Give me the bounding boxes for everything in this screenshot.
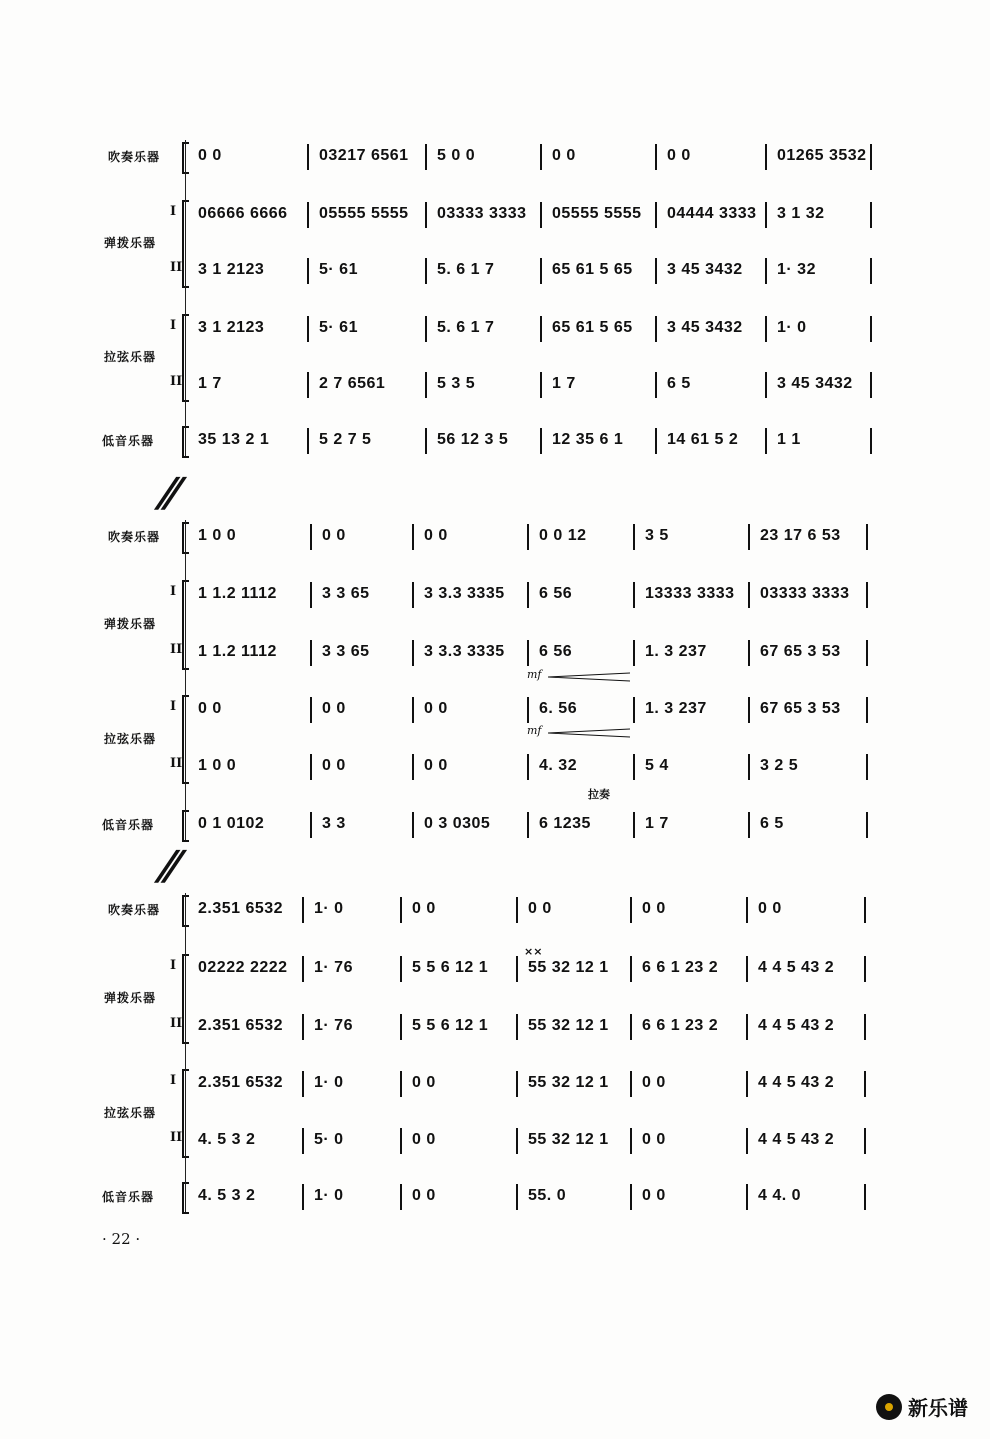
staff-row-plucked <box>0 202 990 226</box>
measure: 56 12 3 5 <box>437 431 509 448</box>
dynamic-mf: mf <box>527 724 542 737</box>
measure: 1 0 0 <box>198 757 237 774</box>
instrument-label-bass: 低音乐器 <box>102 434 155 448</box>
measure: 3 3 65 <box>322 585 370 602</box>
measure: 65 61 5 65 <box>552 261 633 278</box>
measure: 1· 0 <box>777 319 807 336</box>
part-number-two: II <box>170 1130 183 1145</box>
instrument-label-wind: 吹奏乐器 <box>108 903 161 917</box>
barline <box>516 897 518 923</box>
measure: 3 45 3432 <box>777 375 853 392</box>
measure: 3 3 <box>322 815 346 832</box>
measure: 5. 6 1 7 <box>437 319 495 336</box>
barline <box>527 582 529 608</box>
measure: 0 0 12 <box>539 527 587 544</box>
barline <box>400 897 402 923</box>
barline <box>630 1014 632 1040</box>
barline <box>746 956 748 982</box>
measure: 1· 0 <box>314 1187 344 1204</box>
measure: 1 1.2 1112 <box>198 585 277 602</box>
measure: 06666 6666 <box>198 205 288 222</box>
barline <box>412 524 414 550</box>
measure: 55 32 12 1 <box>528 1074 609 1091</box>
barline <box>302 897 304 923</box>
measure: 3 3 65 <box>322 643 370 660</box>
barline <box>302 1014 304 1040</box>
measure: 3 2 5 <box>760 757 799 774</box>
system-connector <box>185 140 186 456</box>
barline <box>310 697 312 723</box>
instrument-label-wind: 吹奏乐器 <box>108 530 161 544</box>
barline <box>527 640 529 666</box>
barline <box>633 582 635 608</box>
instrument-label-bass: 低音乐器 <box>102 1190 155 1204</box>
barline <box>870 258 872 284</box>
barline <box>655 372 657 398</box>
measure: 0 0 <box>198 147 222 164</box>
barline <box>765 316 767 342</box>
barline <box>540 202 542 228</box>
measure: 55 32 12 1 <box>528 1131 609 1148</box>
measure: 1 7 <box>552 375 576 392</box>
barline <box>746 1014 748 1040</box>
logo-text: 新乐谱 <box>908 1396 968 1420</box>
measure: 1. 3 237 <box>645 643 707 660</box>
measure: 0 0 <box>412 900 436 917</box>
instrument-label-plucked: 弹拨乐器 <box>104 617 157 631</box>
system-connector <box>185 520 186 840</box>
measure: 6. 56 <box>539 700 578 717</box>
measure: 6 1235 <box>539 815 591 832</box>
part-number-one: I <box>170 584 177 599</box>
barline <box>746 1071 748 1097</box>
measure: 5 0 0 <box>437 147 476 164</box>
measure: 4 4 5 43 2 <box>758 1131 835 1148</box>
measure: 2.351 6532 <box>198 1017 284 1034</box>
measure: 1· 32 <box>777 261 816 278</box>
measure: 5 2 7 5 <box>319 431 372 448</box>
barline <box>400 1071 402 1097</box>
accent-marks: ×× <box>524 945 543 958</box>
measure: 4. 5 3 2 <box>198 1187 256 1204</box>
barline <box>630 897 632 923</box>
measure: 04444 3333 <box>667 205 757 222</box>
measure: 1 0 0 <box>198 527 237 544</box>
barline <box>765 372 767 398</box>
measure: 0 0 <box>667 147 691 164</box>
barline <box>655 316 657 342</box>
measure: 0 0 <box>424 527 448 544</box>
barline <box>307 428 309 454</box>
measure: 3 1 2123 <box>198 319 265 336</box>
measure: 0 0 <box>322 527 346 544</box>
measure: 4 4. 0 <box>758 1187 802 1204</box>
measure: 03333 3333 <box>760 585 850 602</box>
barline <box>633 754 635 780</box>
barline <box>425 258 427 284</box>
barline <box>746 1184 748 1210</box>
barline <box>630 1071 632 1097</box>
barline <box>540 316 542 342</box>
measure: 3 45 3432 <box>667 261 743 278</box>
staff-row-wind <box>0 897 990 921</box>
staff-row-wind <box>0 524 990 548</box>
measure: 65 61 5 65 <box>552 319 633 336</box>
hairpin-decrescendo <box>548 672 632 682</box>
disc-icon <box>876 1394 902 1420</box>
measure: 0 0 <box>528 900 552 917</box>
barline <box>630 1184 632 1210</box>
part-number-one: I <box>170 1073 177 1088</box>
measure: 0 0 <box>424 700 448 717</box>
barline <box>302 1128 304 1154</box>
measure: 0 0 <box>642 1187 666 1204</box>
barline <box>302 1071 304 1097</box>
system-divider: // <box>151 470 182 516</box>
measure: 0 0 <box>412 1131 436 1148</box>
staff-row-plucked <box>0 258 990 282</box>
measure: 3 3.3 3335 <box>424 643 505 660</box>
barline <box>630 1128 632 1154</box>
barline <box>400 956 402 982</box>
barline <box>864 1014 866 1040</box>
measure: 3 45 3432 <box>667 319 743 336</box>
barline <box>746 897 748 923</box>
barline <box>302 956 304 982</box>
dynamic-mf: mf <box>527 668 542 681</box>
measure: 4 4 5 43 2 <box>758 1074 835 1091</box>
barline <box>870 428 872 454</box>
measure: 0 0 <box>412 1074 436 1091</box>
measure: 12 35 6 1 <box>552 431 624 448</box>
instrument-label-bass: 低音乐器 <box>102 818 155 832</box>
barline <box>412 697 414 723</box>
barline <box>746 1128 748 1154</box>
barline <box>540 372 542 398</box>
barline <box>655 144 657 170</box>
barline <box>655 258 657 284</box>
barline <box>765 144 767 170</box>
measure: 05555 5555 <box>319 205 409 222</box>
part-number-one: I <box>170 318 177 333</box>
barline <box>655 202 657 228</box>
barline <box>400 1128 402 1154</box>
measure: 6 56 <box>539 643 573 660</box>
system-connector <box>185 893 186 1212</box>
measure: 5 5 6 12 1 <box>412 959 489 976</box>
barline <box>765 258 767 284</box>
barline <box>307 202 309 228</box>
measure: 4 4 5 43 2 <box>758 959 835 976</box>
barline <box>425 202 427 228</box>
staff-row-bass <box>0 812 990 836</box>
measure: 0 0 <box>322 757 346 774</box>
staff-row-plucked <box>0 640 990 664</box>
measure: 1· 76 <box>314 959 353 976</box>
measure: 0 0 <box>758 900 782 917</box>
staff-row-plucked <box>0 1014 990 1038</box>
barline <box>765 428 767 454</box>
barline <box>310 754 312 780</box>
measure: 02222 2222 <box>198 959 288 976</box>
measure: 55. 0 <box>528 1187 567 1204</box>
part-number-two: II <box>170 1016 183 1031</box>
measure: 6 6 1 23 2 <box>642 1017 719 1034</box>
barline <box>516 1014 518 1040</box>
barline <box>866 582 868 608</box>
barline <box>516 1128 518 1154</box>
barline <box>310 582 312 608</box>
measure: 0 3 0305 <box>424 815 491 832</box>
staff-row-bowed <box>0 372 990 396</box>
part-number-two: II <box>170 374 183 389</box>
barline <box>765 202 767 228</box>
barline <box>866 754 868 780</box>
staff-row-bass <box>0 428 990 452</box>
measure: 4 4 5 43 2 <box>758 1017 835 1034</box>
measure: 3 5 <box>645 527 669 544</box>
measure: 5 3 5 <box>437 375 476 392</box>
measure: 03333 3333 <box>437 205 527 222</box>
barline <box>870 372 872 398</box>
instrument-label-bowed: 拉弦乐器 <box>104 1105 157 1120</box>
site-logo <box>876 1392 968 1421</box>
barline <box>307 372 309 398</box>
measure: 5· 61 <box>319 319 358 336</box>
measure: 0 0 <box>322 700 346 717</box>
barline <box>655 428 657 454</box>
barline <box>540 144 542 170</box>
measure: 35 13 2 1 <box>198 431 270 448</box>
system-divider: // <box>151 843 182 889</box>
barline <box>866 812 868 838</box>
measure: 0 0 <box>412 1187 436 1204</box>
barline <box>412 582 414 608</box>
barline <box>864 1128 866 1154</box>
barline <box>527 812 529 838</box>
measure: 6 6 1 23 2 <box>642 959 719 976</box>
measure: 5. 6 1 7 <box>437 261 495 278</box>
instrument-label-plucked: 弹拨乐器 <box>104 236 157 250</box>
measure: 1. 3 237 <box>645 700 707 717</box>
barline <box>866 524 868 550</box>
barline <box>540 258 542 284</box>
barline <box>412 754 414 780</box>
page-number: · 22 · <box>102 1230 141 1248</box>
measure: 14 61 5 2 <box>667 431 739 448</box>
part-number-two: II <box>170 756 183 771</box>
barline <box>633 812 635 838</box>
barline <box>870 144 872 170</box>
staff-row-plucked <box>0 956 990 980</box>
staff-row-bowed <box>0 316 990 340</box>
barline <box>748 697 750 723</box>
barline <box>633 697 635 723</box>
measure: 1· 0 <box>314 900 344 917</box>
measure: 67 65 3 53 <box>760 700 841 717</box>
hairpin-decrescendo <box>548 728 632 738</box>
instrument-label-plucked: 弹拨乐器 <box>104 991 157 1005</box>
measure: 55 32 12 1 <box>528 1017 609 1034</box>
measure: 2 7 6561 <box>319 375 386 392</box>
measure: 0 0 <box>642 1074 666 1091</box>
measure: 3 1 2123 <box>198 261 265 278</box>
staff-row-bowed <box>0 1128 990 1152</box>
part-number-two: II <box>170 642 183 657</box>
barline <box>748 754 750 780</box>
barline <box>748 640 750 666</box>
measure: 1 7 <box>645 815 669 832</box>
staff-row-bowed <box>0 754 990 778</box>
measure: 5· 61 <box>319 261 358 278</box>
barline <box>527 697 529 723</box>
measure: 1· 0 <box>314 1074 344 1091</box>
instrument-label-bowed: 拉弦乐器 <box>104 350 157 364</box>
measure: 0 0 <box>642 1131 666 1148</box>
measure: 5· 0 <box>314 1131 344 1148</box>
barline <box>425 316 427 342</box>
barline <box>425 428 427 454</box>
barline <box>302 1184 304 1210</box>
measure: 1 1.2 1112 <box>198 643 277 660</box>
barline <box>866 697 868 723</box>
measure: 0 0 <box>424 757 448 774</box>
barline <box>870 202 872 228</box>
barline <box>310 640 312 666</box>
barline <box>870 316 872 342</box>
barline <box>633 640 635 666</box>
measure: 3 1 32 <box>777 205 825 222</box>
barline <box>425 372 427 398</box>
staff-row-bowed <box>0 697 990 721</box>
barline <box>527 524 529 550</box>
measure: 2.351 6532 <box>198 900 284 917</box>
part-number-one: I <box>170 958 177 973</box>
staff-row-plucked <box>0 582 990 606</box>
barline <box>633 524 635 550</box>
instrument-label-wind: 吹奏乐器 <box>108 150 161 164</box>
barline <box>748 582 750 608</box>
part-number-two: II <box>170 260 183 275</box>
barline <box>412 640 414 666</box>
measure: 01265 3532 <box>777 147 867 164</box>
barline <box>307 316 309 342</box>
barline <box>748 524 750 550</box>
measure: 0 0 <box>642 900 666 917</box>
measure: 5 4 <box>645 757 669 774</box>
staff-row-bass <box>0 1184 990 1208</box>
barline <box>516 1071 518 1097</box>
barline <box>527 754 529 780</box>
measure: 03217 6561 <box>319 147 409 164</box>
measure: 23 17 6 53 <box>760 527 841 544</box>
barline <box>864 1071 866 1097</box>
measure: 2.351 6532 <box>198 1074 284 1091</box>
measure: 5 5 6 12 1 <box>412 1017 489 1034</box>
barline <box>864 897 866 923</box>
arco-annotation: 拉奏 <box>588 788 610 801</box>
measure: 13333 3333 <box>645 585 735 602</box>
barline <box>310 524 312 550</box>
barline <box>748 812 750 838</box>
measure: 1 7 <box>198 375 222 392</box>
measure: 3 3.3 3335 <box>424 585 505 602</box>
measure: 6 5 <box>760 815 784 832</box>
measure: 6 5 <box>667 375 691 392</box>
measure: 55 32 12 1 <box>528 959 609 976</box>
measure: 0 0 <box>552 147 576 164</box>
barline <box>864 956 866 982</box>
measure: 0 0 <box>198 700 222 717</box>
barline <box>400 1014 402 1040</box>
instrument-label-bowed: 拉弦乐器 <box>104 731 157 746</box>
measure: 05555 5555 <box>552 205 642 222</box>
barline <box>866 640 868 666</box>
measure: 4. 5 3 2 <box>198 1131 256 1148</box>
barline <box>307 258 309 284</box>
barline <box>630 956 632 982</box>
staff-row-wind <box>0 144 990 168</box>
barline <box>540 428 542 454</box>
measure: 6 56 <box>539 585 573 602</box>
measure: 1 1 <box>777 431 801 448</box>
measure: 1· 76 <box>314 1017 353 1034</box>
measure: 67 65 3 53 <box>760 643 841 660</box>
barline <box>412 812 414 838</box>
barline <box>516 956 518 982</box>
measure: 0 1 0102 <box>198 815 265 832</box>
barline <box>864 1184 866 1210</box>
barline <box>400 1184 402 1210</box>
barline <box>310 812 312 838</box>
barline <box>307 144 309 170</box>
barline <box>516 1184 518 1210</box>
part-number-one: I <box>170 699 177 714</box>
part-number-one: I <box>170 204 177 219</box>
staff-row-bowed <box>0 1071 990 1095</box>
measure: 4. 32 <box>539 757 578 774</box>
barline <box>425 144 427 170</box>
